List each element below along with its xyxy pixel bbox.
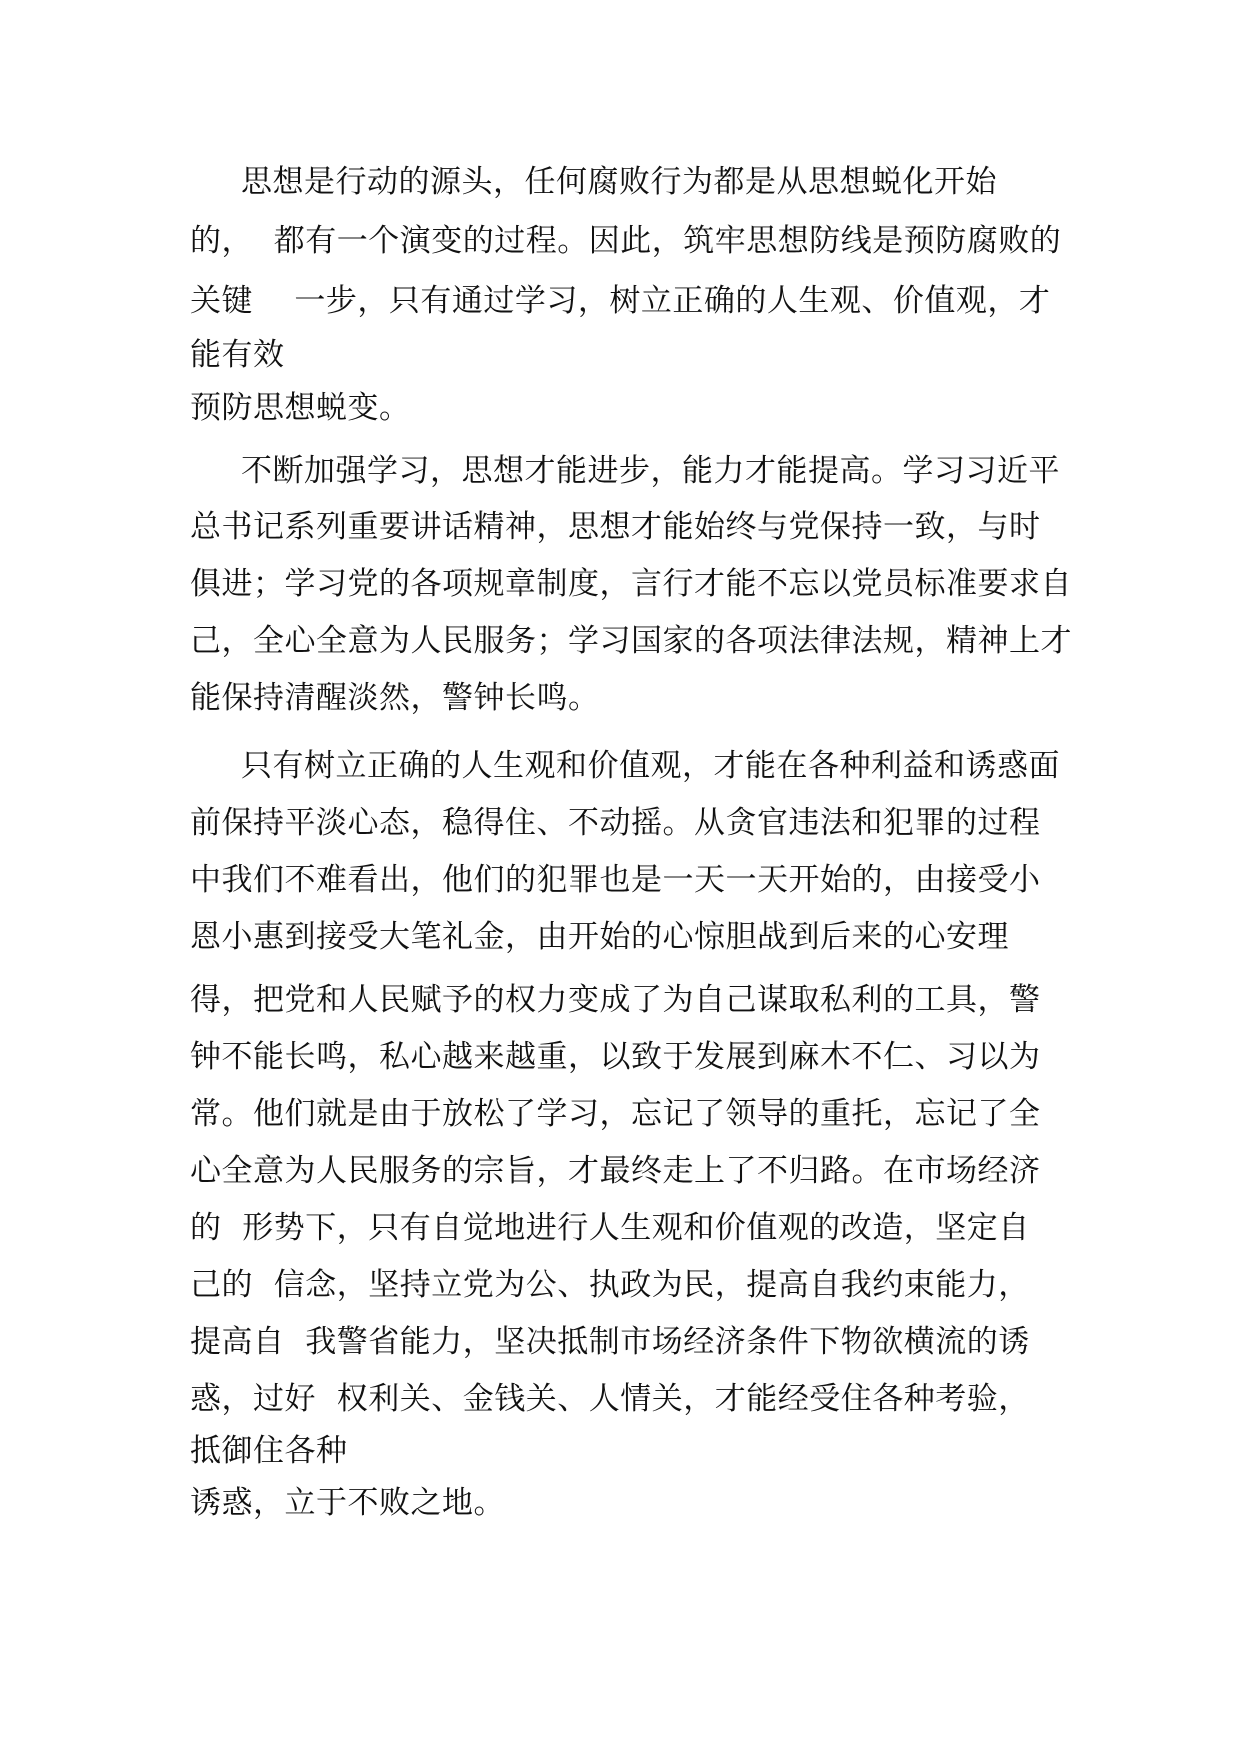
paragraph-3-line-3: 中我们不难看出，他们的犯罪也是一天一天开始的，由接受小	[190, 862, 1041, 898]
paragraph-3-line-5: 得，把党和人民赋予的权力变成了为自己谋取私利的工具，警	[190, 982, 1041, 1018]
paragraph-1-line-2: 的， 都有一个演变的过程。因此，筑牢思想防线是预防腐败的	[190, 223, 1062, 259]
paragraph-3-line-4: 恩小惠到接受大笔礼金，由开始的心惊胆战到后来的心安理	[190, 919, 1009, 955]
paragraph-3-line-2: 前保持平淡心态，稳得住、不动摇。从贪官违法和犯罪的过程	[190, 805, 1041, 841]
paragraph-2-line-1: 不断加强学习，思想才能进步，能力才能提高。学习习近平	[241, 453, 1060, 489]
paragraph-2-line-4: 己，全心全意为人民服务；学习国家的各项法律法规，精神上才	[190, 623, 1072, 659]
paragraph-3-line-12: 惑，过好 权利关、金钱关、人情关，才能经受住各种考验，	[190, 1381, 1030, 1417]
paragraph-1-line-1: 思想是行动的源头，任何腐败行为都是从思想蜕化开始	[241, 164, 997, 200]
paragraph-3-line-8: 心全意为人民服务的宗旨，才最终走上了不归路。在市场经济	[190, 1153, 1041, 1189]
paragraph-2-line-3: 俱进；学习党的各项规章制度，言行才能不忘以党员标准要求自	[190, 566, 1072, 602]
paragraph-3-line-11: 提高自 我警省能力，坚决抵制市场经济条件下物欲横流的诱	[190, 1324, 1030, 1360]
paragraph-3-line-6: 钟不能长鸣，私心越来越重，以致于发展到麻木不仁、习以为	[190, 1039, 1041, 1075]
paragraph-3-line-1: 只有树立正确的人生观和价值观，才能在各种利益和诱惑面	[241, 748, 1060, 784]
paragraph-3-line-7: 常。他们就是由于放松了学习，忘记了领导的重托，忘记了全	[190, 1096, 1041, 1132]
paragraph-3-line-10: 己的 信念，坚持立党为公、执政为民，提高自我约束能力，	[190, 1267, 1030, 1303]
paragraph-3-line-13: 抵御住各种	[190, 1433, 348, 1469]
paragraph-1-line-5: 预防思想蜕变。	[190, 390, 411, 426]
paragraph-1-line-3: 关键 一步，只有通过学习，树立正确的人生观、价值观，才	[190, 283, 1051, 319]
paragraph-3-line-9: 的 形势下，只有自觉地进行人生观和价值观的改造，坚定自	[190, 1210, 1030, 1246]
paragraph-2-line-5: 能保持清醒淡然，警钟长鸣。	[190, 680, 600, 716]
paragraph-3-line-14: 诱惑，立于不败之地。	[190, 1485, 505, 1521]
paragraph-1-line-4: 能有效	[190, 337, 285, 373]
paragraph-2-line-2: 总书记系列重要讲话精神，思想才能始终与党保持一致，与时	[190, 509, 1041, 545]
